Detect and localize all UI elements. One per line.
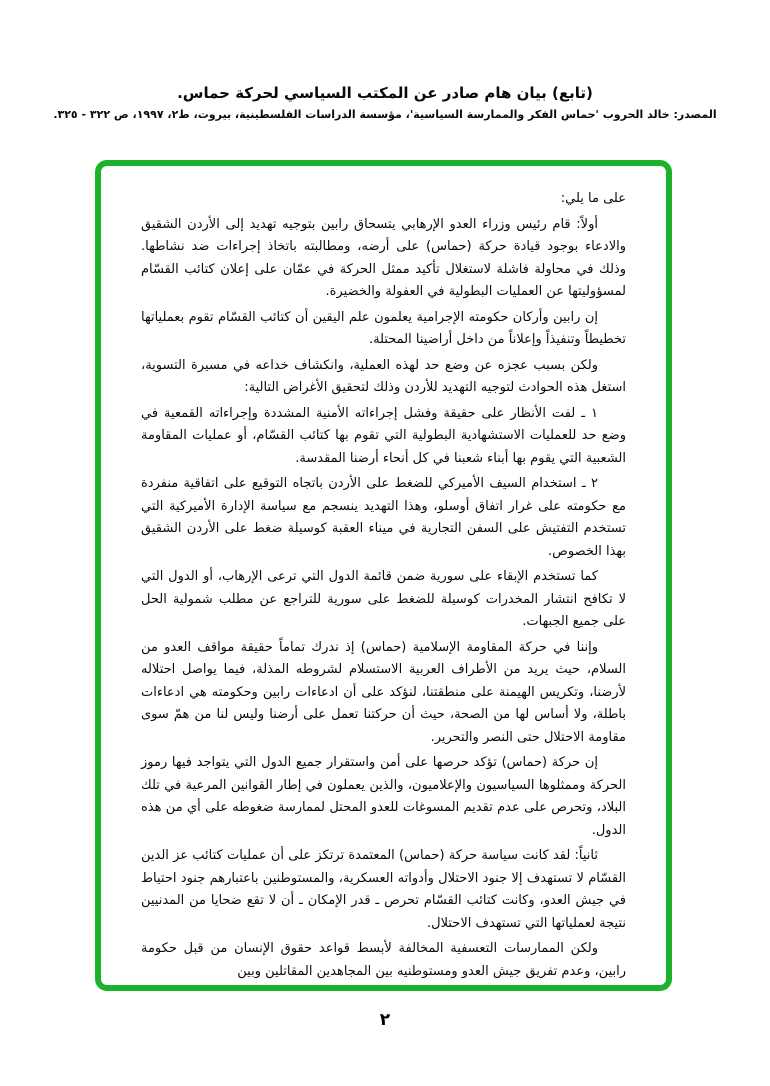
page-number: ٢ <box>379 1010 391 1030</box>
body-text <box>141 188 626 983</box>
body-paragraph: ٢ ـ استخدام السيف الأميركي للضغط على الأردن باتجاه التوقيع على اتفاقية منفردة مع حكومته على غرار اتفاق أوسلو، وهذا التهديد ينسجم مع سياسة الإدارة الأميركية التي تستخدم التفتيش على السفن التجارية في ميناء العقبة كوسيلة ضغط على الأردن الشقيق بهذا الخصوص. <box>141 476 626 559</box>
body-paragraph: إن رابين وأركان حكومته الإجرامية يعلمون علم اليقين أن كتائب القسّام تقوم بعملياتها تخطيطاً وتنفيذاً وإعلاناً من داخل أراضينا المحتلة. <box>141 309 626 347</box>
body-paragraph: ولكن الممارسات التعسفية المخالفة لأبسط قواعد حقوق الإنسان من قبل حكومة رابين، وعدم تفريق جيش العدو ومستوطنيه بين المجاهدين المقاتلين وبين <box>141 941 626 979</box>
body-paragraph: ١ ـ لفت الأنظار على حقيقة وفشل إجراءاته الأمنية المشددة وإجراءاته القمعية في وضع حد للعمليات الاستشهادية البطولية التي تقوم بها كتائب القسّام، أو عمليات المقاومة الشعبية التي يقوم بها أبناء شعبنا في كل أنحاء أرضنا المقدسة. <box>141 405 626 466</box>
body-paragraph: إن حركة (حماس) تؤكد حرصها على أمن واستقرار جميع الدول التي يتواجد فيها رموز الحركة وممثلوها السياسيون والإعلاميون، والذين يعملون في إطار القوانين المرعية في تلك البلاد، وتحرص على عدم تقديم المسوغات للعدو المحتل لممارسة ضغوطه على أي من هذه الدول. <box>141 755 626 838</box>
body-paragraph: ثانياً: لقد كانت سياسة حركة (حماس) المعتمدة ترتكز على أن عمليات كتائب عز الدين القسّام لا تستهدف إلا جنود الاحتلال وأدواته العسكرية، والمستوطنين باعتبارهم جنود احتياط في جيش العدو، وكانت كتائب القسّام تحرص ـ قدر الإمكان ـ أن لا تقع ضحايا من المدنيين نتيجة لعملياتها التي تستهدف الاحتلال. <box>141 848 626 931</box>
document-title: (تابع) بيان هام صادر عن المكتب السياسي لحركة حماس. <box>177 84 593 102</box>
green-content-frame <box>95 160 672 991</box>
body-paragraph: كما تستخدم الإبقاء على سورية ضمن قائمة الدول التي ترعى الإرهاب، أو الدول التي لا تكافح انتشار المخدرات كوسيلة للضغط على سورية للتراجع عن مطلب شمولية الحل على جميع الجبهات. <box>141 569 626 629</box>
body-paragraph: على ما يلي: <box>560 191 626 206</box>
body-paragraph: ولكن بسبب عجزه عن وضع حد لهذه العملية، وانكشاف خداعه في مسيرة التسوية، استغل هذه الحوادث لتوجيه التهديد للأردن وذلك لتحقيق الأغراض التالية: <box>141 357 626 395</box>
body-paragraph: أولاً: قام رئيس وزراء العدو الإرهابي يتسحاق رابين بتوجيه تهديد إلى الأردن الشقيق والادعاء بوجود قيادة حركة (حماس) على أرضه، ومطالبته باتخاذ إجراءات ضد نشاطها. وذلك في محاولة فاشلة لاستغلال تأكيد ممثل الحركة في عمّان على إعلان كتائب القسّام لمسؤوليتها عن العمليات البطولية في العفولة والخضيرة. <box>141 216 626 299</box>
source-citation: المصدر: خالد الحروب 'حماس الفكر والممارسة السياسية'، مؤسسة الدراسات الفلسطينية، بيروت، ط٢، ١٩٩٧، ص ٣٢٢ - ٣٢٥. <box>53 108 717 121</box>
body-paragraph: وإننا في حركة المقاومة الإسلامية (حماس) إذ ندرك تماماً حقيقة مواقف العدو من السلام، حيث يريد من الأطراف العربية الاستسلام لشروطه المذلة، فيما يواصل احتلاله لأرضنا، وتكريس الهيمنة على منطقتنا، لنؤكد على أن ادعاءات رابين وحكومته هي ادعاءات باطلة، ولا أساس لها من الصحة، حيث أن حركتنا تعمل على أرضنا وليس لنا من همّ سوى مقاومة الاحتلال حتى النصر والتحرير. <box>141 639 626 745</box>
